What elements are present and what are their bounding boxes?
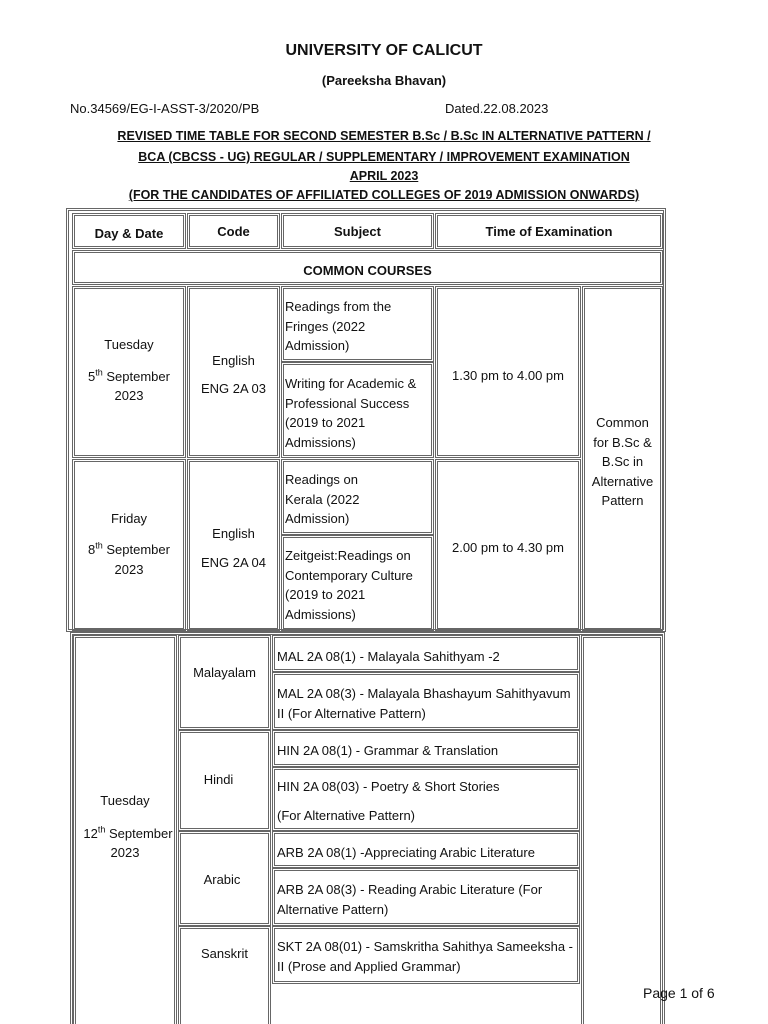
row1-course: English — [212, 353, 255, 368]
reference-number: No.34569/EG-I-ASST-3/2020/PB — [70, 101, 260, 116]
lang-year: 2023 — [110, 845, 140, 860]
row1-subject-2 — [281, 362, 434, 458]
hin-subject-1 — [272, 730, 580, 767]
lang-malayalam — [178, 635, 271, 730]
remark-text: Common for B.Sc & B.Sc in Alternative Pattern — [591, 415, 654, 508]
mal-subject-2 — [272, 672, 580, 730]
remark-cell — [582, 286, 663, 631]
col-header-subject — [281, 213, 434, 249]
heading-line-1: REVISED TIME TABLE FOR SECOND SEMESTER B.Sc / B.Sc IN ALTERNATIVE PATTERN / — [117, 129, 651, 143]
mal-subject-1 — [272, 635, 580, 672]
heading-line-2: BCA (CBCSS - UG) REGULAR / SUPPLEMENTARY / IMPROVEMENT EXAMINATION — [138, 150, 630, 164]
row2-subject-2 — [281, 535, 434, 631]
row2-day-date — [72, 459, 186, 631]
row1-year: 2023 — [114, 388, 144, 403]
section-common-courses-label: COMMON COURSES — [303, 263, 432, 278]
row1-time-value: 1.30 pm to 4.00 pm — [451, 368, 564, 383]
document-date: Dated.22.08.2023 — [445, 101, 549, 116]
lang-sanskrit-name: Sanskrit — [201, 946, 248, 961]
col-header-day-date-label: Day & Date — [94, 226, 164, 241]
col-header-time-label: Time of Examination — [485, 224, 613, 239]
row2-day: Friday — [110, 511, 148, 526]
mal-subject-1-text: MAL 2A 08(1) - Malayala Sahithyam -2 — [277, 649, 500, 664]
lang-malayalam-name: Malayalam — [193, 665, 256, 680]
lang-day: Tuesday — [100, 793, 150, 808]
arb-subject-1-text: ARB 2A 08(1) -Appreciating Arabic Literature — [277, 845, 535, 860]
arb-subject-2-text: ARB 2A 08(3) - Reading Arabic Literature (For Alternative Pattern) — [277, 882, 543, 917]
row1-code-value: ENG 2A 03 — [200, 381, 267, 396]
row1-day-date — [72, 286, 186, 458]
row2-date: 8th September — [88, 540, 170, 557]
lang-date: 12th September — [83, 824, 173, 841]
col-header-code-label: Code — [217, 224, 250, 239]
row2-subject-2-text: Zeitgeist:Readings on Contemporary Culture (2019 to 2021 Admissions) — [285, 548, 413, 622]
row1-subject-1-text: Readings from the Fringes (2022 Admission) — [285, 299, 392, 353]
heading-line-4: (FOR THE CANDIDATES OF AFFILIATED COLLEGES OF 2019 ADMISSION ONWARDS) — [128, 188, 640, 202]
arb-subject-2 — [272, 868, 580, 926]
arb-subject-1 — [272, 831, 580, 868]
mal-subject-2-text: MAL 2A 08(3) - Malayala Bhashayum Sahithyavum II (For Alternative Pattern) — [277, 686, 571, 721]
row2-course: English — [212, 526, 255, 541]
col-header-day-date — [72, 213, 186, 249]
row2-code-value: ENG 2A 04 — [200, 555, 267, 570]
hin-subject-2-text: HIN 2A 08(03) - Poetry & Short Stories — [277, 779, 500, 794]
skt-subject-1-text: SKT 2A 08(01) - Samskritha Sahithya Sameeksha - II (Prose and Applied Grammar) — [277, 939, 574, 974]
office-name: (Pareeksha Bhavan) — [321, 73, 447, 88]
col-header-code — [187, 213, 280, 249]
row1-date: 5th September — [88, 367, 170, 384]
lang-arabic — [178, 831, 271, 926]
hin-subject-2-note: (For Alternative Pattern) — [277, 808, 415, 823]
heading-line-3: APRIL 2023 — [349, 169, 419, 183]
row1-subject-2-text: Writing for Academic & Professional Success (2019 to 2021 Admissions) — [285, 376, 417, 450]
section-common-courses — [72, 250, 663, 285]
row1-time — [435, 286, 581, 458]
lang-hindi-name: Hindi — [203, 772, 234, 787]
row1-subject-1 — [281, 286, 434, 362]
hin-subject-1-text: HIN 2A 08(1) - Grammar & Translation — [277, 743, 499, 758]
lang-day-date — [73, 635, 177, 1024]
lang-hindi — [178, 730, 271, 831]
university-title: UNIVERSITY OF CALICUT — [285, 42, 483, 59]
row1-code — [187, 286, 280, 458]
col-header-subject-label: Subject — [334, 224, 381, 239]
row2-time-value: 2.00 pm to 4.30 pm — [451, 540, 564, 555]
lang-arabic-name: Arabic — [203, 872, 241, 887]
hin-subject-2 — [272, 767, 580, 831]
skt-subject-1 — [272, 926, 580, 984]
lang-remark-cell — [581, 635, 663, 1024]
row2-year: 2023 — [114, 562, 144, 577]
lang-sanskrit — [178, 926, 271, 1024]
page-number: Page 1 of 6 — [643, 985, 715, 1001]
col-header-time — [435, 213, 663, 249]
row2-subject-1-text: Readings on Kerala (2022 Admission) — [285, 472, 360, 526]
row2-time — [435, 459, 581, 631]
row2-subject-1 — [281, 459, 434, 535]
row1-day: Tuesday — [104, 337, 154, 352]
row2-code — [187, 459, 280, 631]
